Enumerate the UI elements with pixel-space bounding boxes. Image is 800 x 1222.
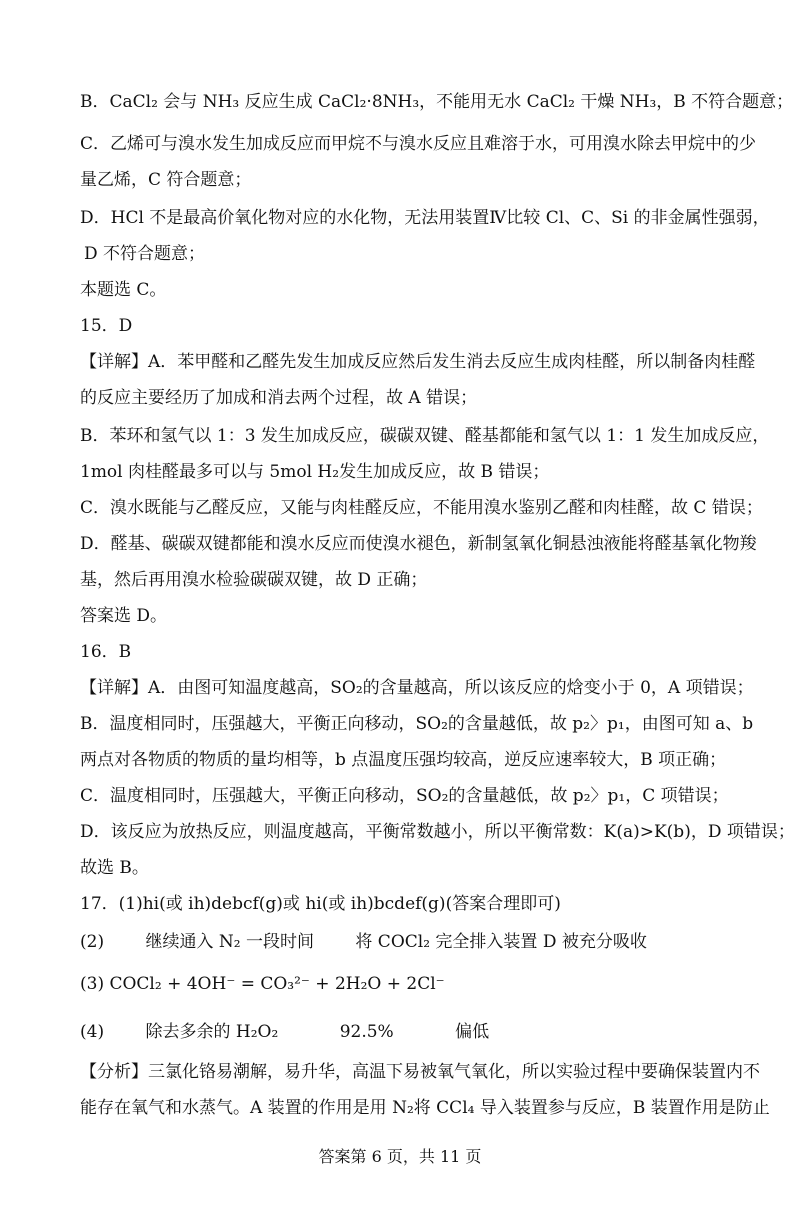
text-line: D．该反应为放热反应，则温度越高，平衡常数越小，所以平衡常数：K(a)>K(b)，D 项错误； xyxy=(80,822,795,842)
text-line: 量乙烯，C 符合题意； xyxy=(80,170,252,190)
answer-4-part-a: 除去多余的 H₂O₂ xyxy=(145,1022,279,1042)
text-line: 答案选 D。 xyxy=(80,606,168,626)
text-line: D 不符合题意； xyxy=(84,244,206,264)
text-line: 【详解】A．由图可知温度越高，SO₂的含量越高，所以该反应的焓变小于 0，A 项错误； xyxy=(80,678,754,698)
text-line: C．溴水既能与乙醛反应，又能与肉桂醛反应，不能用溴水鉴别乙醛和肉桂醛，故 C 错误； xyxy=(80,498,763,518)
answer-2-part-a: 继续通入 N₂ 一段时间 xyxy=(145,932,314,952)
answer-4-number: (4) xyxy=(80,1022,105,1042)
text-line: 【详解】A．苯甲醛和乙醛先发生加成反应然后发生消去反应生成肉桂醛，所以制备肉桂醛 xyxy=(80,352,756,372)
text-line: B．温度相同时，压强越大，平衡正向移动，SO₂的含量越低，故 p₂〉p₁，由图可知 a、b xyxy=(80,714,754,734)
text-line: 基，然后再用溴水检验碳碳双键，故 D 正确； xyxy=(80,570,428,590)
answer-4-part-b: 92.5% xyxy=(339,1022,394,1042)
answer-4 xyxy=(80,1020,740,1044)
question-number: 17．(1)hi(或 ih)debcf(g)或 hi(或 ih)bcdef(g)(答案合理即可) xyxy=(80,894,561,914)
question-number: 16．B xyxy=(80,642,132,662)
answer-3-equation: (3) COCl₂ + 4OH⁻ = CO₃²⁻ + 2H₂O + 2Cl⁻ xyxy=(80,974,445,994)
text-line: C．温度相同时，压强越大，平衡正向移动，SO₂的含量越低，故 p₂〉p₁，C 项错误； xyxy=(80,786,729,806)
answer-2-number: (2) xyxy=(80,932,105,952)
text-line: 两点对各物质的物质的量均相等，b 点温度压强均较高，逆反应速率较大，B 项正确； xyxy=(80,750,727,770)
answer-4-part-c: 偏低 xyxy=(455,1022,490,1042)
text-line: B．苯环和氢气以 1：3 发生加成反应，碳碳双键、醛基都能和氢气以 1：1 发生加成反应， xyxy=(80,426,770,446)
text-line: B．CaCl₂ 会与 NH₃ 反应生成 CaCl₂·8NH₃，不能用无水 CaCl₂ 干燥 NH₃，B 不符合题意； xyxy=(80,92,794,112)
text-line: D．HCl 不是最高价氧化物对应的水化物，无法用装置Ⅳ比较 Cl、C、Si 的非金属性强弱， xyxy=(80,208,770,228)
analysis-line: 【分析】三氯化铬易潮解，易升华，高温下易被氧气氧化，所以实验过程中要确保装置内不 xyxy=(80,1062,760,1082)
text-line: C．乙烯可与溴水发生加成反应而甲烷不与溴水反应且难溶于水，可用溴水除去甲烷中的少 xyxy=(80,134,757,154)
text-line: 本题选 C。 xyxy=(80,280,167,300)
text-line: 故选 B。 xyxy=(80,858,149,878)
answer-2-part-b: 将 COCl₂ 完全排入装置 D 被充分吸收 xyxy=(355,932,647,952)
text-line: 1mol 肉桂醛最多可以与 5mol H₂发生加成反应，故 B 错误； xyxy=(80,462,550,482)
analysis-line: 能存在氧气和水蒸气。A 装置的作用是用 N₂将 CCl₄ 导入装置参与反应，B 装置作用是防止 xyxy=(80,1098,770,1118)
text-line: 的反应主要经历了加成和消去两个过程，故 A 错误； xyxy=(80,388,478,408)
question-number: 15．D xyxy=(80,316,133,336)
page-footer: 答案第 6 页，共 11 页 xyxy=(318,1147,482,1166)
answer-2 xyxy=(80,930,740,954)
text-line: D．醛基、碳碳双键都能和溴水反应而使溴水褪色，新制氢氧化铜悬浊液能将醛基氧化物羧 xyxy=(80,534,757,554)
